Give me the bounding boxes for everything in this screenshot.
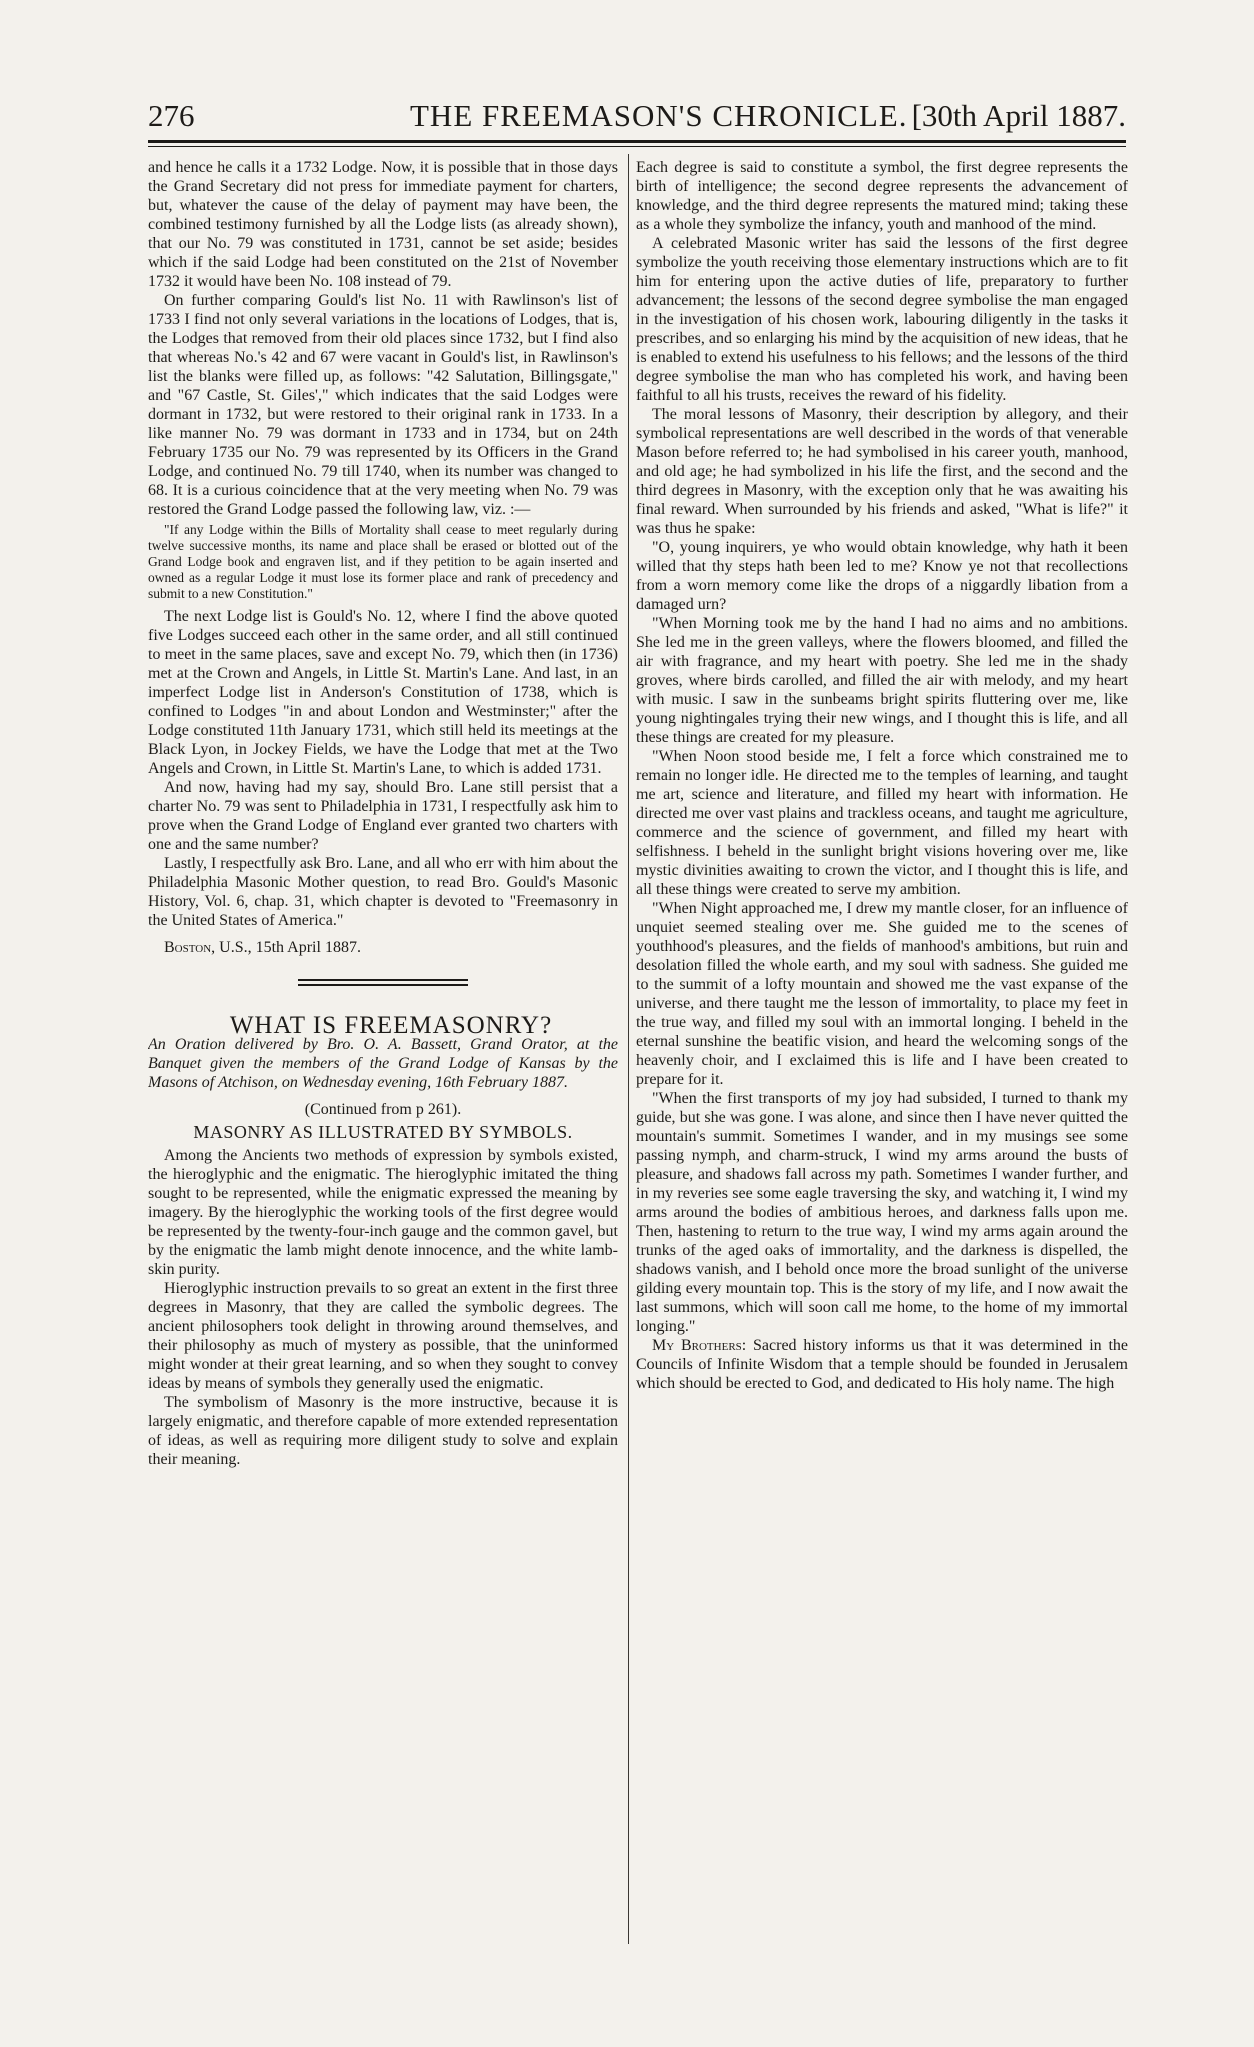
header-rule-thick [148,140,1126,143]
paragraph: "When Night approached me, I drew my mantle closer, for an influence of unquiet seemed stealing over me. She guided me to the scenes of youthhood's pleasures, and the fields of manhood's ambitions, but ruin and desolation filled the whole earth, and my soul with sadness. She guided me to the summit of a lofty mountain and showed me the vast expanse of the universe, and there taught me the lesson of immortality, to place my feet in the true way, and filled my soul with an immortal longing. I beheld in the eternal sunshine the beatific vision, and heard the welcoming songs of the heavenly choir, and I exclaimed this is life and I have been created to prepare for it. [636,900,1128,1088]
paragraph: A celebrated Masonic writer has said the lessons of the first degree symbolize the youth receiving those elementary instructions which are to fit him for entering upon the active duties of life, preparatory to further advancement; the lessons of the second degree symbolise the man engaged in the investigation of his chosen work, labouring diligently in the tasks it prescribes, and so enlarging his mind by the acquisition of new ideas, that he is enabled to extend his usefulness to his fellows; and the lessons of the third degree symbolise the man who has completed his work, and having been faithful to all his trusts, receives the reward of his fidelity. [636,235,1128,404]
publication-title: THE FREEMASON'S CHRONICLE. [410,98,908,133]
paragraph: And now, having had my say, should Bro. Lane still persist that a charter No. 79 was sent to Philadelphia in 1731, I respectfully ask him to prove when the Grand Lodge of England ever granted two charters with one and the same number? [148,779,618,853]
paragraph: and hence he calls it a 1732 Lodge. Now, it is possible that in those days the Grand Secretary did not press for immediate payment for charters, but, whatever the cause of the delay of payment may have been, the combined testimony furnished by all the Lodge lists (as already shown), that our No. 79 was constituted in 1731, cannot be set aside; besides which if the said Lodge had been constituted on the 21st of November 1732 it would have been No. 108 instead of 79. [148,159,618,290]
column-divider [628,154,629,1944]
issue-date: [30th April 1887. [911,98,1126,133]
paragraph: "When Morning took me by the hand I had no aims and no ambitions. She led me in the green valleys, where the flowers bloomed, and filled the air with fragrance, and my heart with poetry. She led me in the shady groves, where birds carolled, and filled the air with melody, and my heart with music. I saw in the sunbeams bright spirits fluttering over me, like young nightingales trying their new wings, and I thought this is life, and all these things are created for my pleasure. [636,615,1128,746]
dateline [148,938,618,957]
address-lead: My Brothers: [652,1337,747,1354]
quoted-law: "If any Lodge within the Bills of Mortality shall cease to meet regularly during twelve successive months, its name and place shall be erased or blotted out of the Grand Lodge book and engraven list, and if they petition to be again inserted and owned as a regular Lodge it must lose its former place and rank of precedency and submit to a new Constitution." [148,522,618,601]
paragraph: The next Lodge list is Gould's No. 12, where I find the above quoted five Lodges succeed each other in the same order, and all still continued to meet in the same places, save and except No. 79, which then (in 1736) met at the Crown and Angels, in Little St. Martin's Lane. And last, in an imperfect Lodge list in Anderson's Constitution of 1738, which is confined to Lodges "in and about London and Westminster;" after the Lodge constituted 11th January 1731, which still held its meetings at the Black Lyon, in Jockey Fields, we have the Lodge that met at the Two Angels and Crown, in Little St. Martin's Lane, to which is added 1731. [148,608,618,777]
article-byline: An Oration delivered by Bro. O. A. Bassett, Grand Orator, at the Banquet given the members of the Grand Lodge of Kansas by the Masons of Atchison, on Wednesday evening, 16th February 1887. [148,1036,618,1091]
paragraph-text: Sacred history informs us that it was determined in the Councils of Infinite Wisdom that a temple should be founded in Jerusalem which should be erected to God, and dedicated to His holy name. The high [636,1337,1128,1392]
paragraph: On further comparing Gould's list No. 11 with Rawlinson's list of 1733 I find not only several variations in the locations of Lodges, that is, the Lodges that removed from their old places since 1732, but I find also that whereas No.'s 42 and 67 were vacant in Gould's list, in Rawlinson's list the blanks were filled up, as follows: "42 Salutation, Billingsgate," and "67 Castle, St. Giles'," which indicates that the said Lodges were dormant in 1732, but were restored to their original rank in 1733. In a like manner No. 79 was dormant in 1733 and in 1734, but on 24th February 1735 our No. 79 was represented by its Officers in the Grand Lodge, and continued No. 79 till 1740, when its number was changed to 68. It is a curious coincidence that at the very meeting when No. 79 was restored the Grand Lodge passed the following law, viz. :— [148,292,618,518]
left-column [148,158,618,1948]
paragraph: Among the Ancients two methods of expression by symbols existed, the hieroglyphic and the enigmatic. The hieroglyphic imitated the thing sought to be represented, while the enigmatic expressed the meaning by imagery. By the hieroglyphic the working tools of the first degree would be represented by the twenty-four-inch gauge and the common gavel, but by the enigmatic the lamb might denote innocence, and the white lamb-skin purity. [148,1147,618,1278]
paragraph: Each degree is said to constitute a symbol, the first degree represents the birth of intelligence; the second degree represents the advancement of knowledge, and the third degree represents the matured mind; taking these as a whole they symbolize the infancy, youth and manhood of the mind. [636,159,1128,233]
page-number: 276 [148,98,195,133]
paragraph: Hieroglyphic instruction prevails to so great an extent in the first three degrees in Masonry, that they are called the symbolic degrees. The ancient philosophers took delight in throwing around themselves, and their philosophy as much of mystery as possible, that the uninformed might wonder at their great learning, and so when they sought to convey ideas by means of symbols they generally used the enigmatic. [148,1280,618,1392]
paragraph: The moral lessons of Masonry, their description by allegory, and their symbolical representations are well described in the words of that venerable Mason before referred to; he had symbolised in his career youth, manhood, and old age; he had symbolized in his life the first, and the second and the third degrees in Masonry, with the exception only that he was awaiting his final reward. When surrounded by his friends and asked, "What is life?" it was thus he spake: [636,406,1128,537]
dateline-date: U.S., 15th April 1887. [215,939,361,956]
header-rule-thin [148,146,1126,147]
paragraph: "O, young inquirers, ye who would obtain knowledge, why hath it been willed that thy steps hath been led to me? Know ye not that recollections from a worn memory come like the drops of a niggardly libation from a damaged urn? [636,539,1128,613]
continued-note: (Continued from p 261). [304,1101,462,1118]
right-column [636,158,1128,1948]
dateline-place: Boston, [164,939,216,956]
paragraph: "When the first transports of my joy had subsided, I turned to thank my guide, but she was gone. I was alone, and since then I have never quitted the mountain's summit. Sometimes I wander, and in my musings see some passing nymph, and charm-struck, I wind my arms around the busts of pleasure, and shadows fall across my path. Sometimes I wander further, and in my reveries see some eagle traversing the sky, and watching it, I wind my arms around the bodies of ambitious heroes, and darkness falls upon me. Then, hastening to return to the true way, I wind my arms again around the trunks of the aged oaks of immortality, and the darkness is dispelled, the shadows vanish, and I behold once more the broad sunlight of the universe gilding every mountain top. This is the story of my life, and I now await the last summons, which will soon call me home, to the home of my immortal longing." [636,1090,1128,1335]
section-heading: MASONRY AS ILLUSTRATED BY SYMBOLS. [193,1122,573,1142]
paragraph [636,1336,1128,1393]
paragraph: "When Noon stood beside me, I felt a force which constrained me to remain no longer idle. He directed me to the temples of learning, and taught me art, science and literature, and filled my heart with information. He directed me over vast plains and trackless oceans, and taught me agriculture, commerce and the science of government, and filled my heart with selfishness. I beheld in the sunlight bright visions hovering over me, like mystic divinities awaiting to crown the victor, and I thought this is life, and all these things were created to serve my ambition. [636,748,1128,898]
section-separator [298,979,468,986]
article-title: WHAT IS FREEMASONRY? [229,1012,553,1039]
paragraph: Lastly, I respectfully ask Bro. Lane, and all who err with him about the Philadelphia Masonic Mother question, to read Bro. Gould's Masonic History, Vol. 6, chap. 31, which chapter is devoted to "Freemasonry in the United States of America." [148,855,618,929]
page-header [148,98,1126,138]
paragraph: The symbolism of Masonry is the more instructive, because it is largely enigmatic, and therefore capable of more extended representation of ideas, as well as requiring more diligent study to solve and explain their meaning. [148,1394,618,1468]
